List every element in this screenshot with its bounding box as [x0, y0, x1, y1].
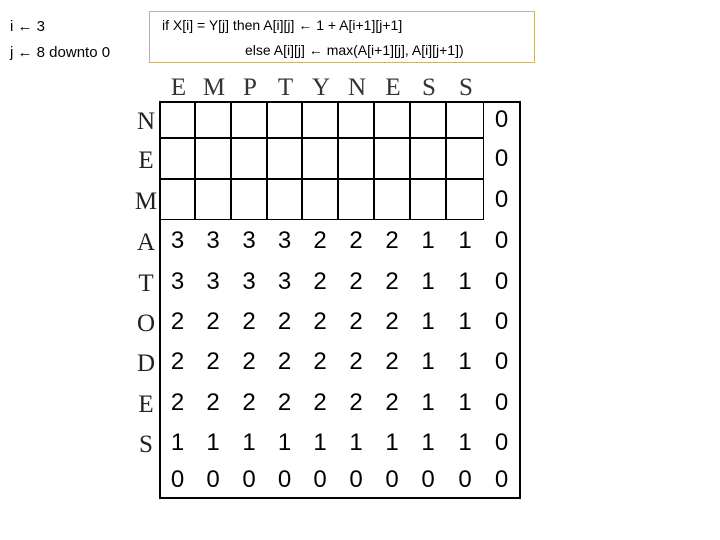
- table-cell: 2: [313, 389, 327, 416]
- table-cell: 3: [277, 227, 292, 254]
- table-cell: 1: [458, 227, 472, 254]
- column-letter: M: [202, 74, 226, 101]
- table-cell: 2: [385, 268, 399, 295]
- table-cell: [267, 138, 302, 179]
- table-cell: [302, 138, 338, 179]
- table-cell: [374, 101, 410, 138]
- table-cell: 0: [494, 429, 509, 456]
- row-letter: O: [136, 310, 156, 337]
- table-cell: [160, 101, 195, 138]
- table-cell: 0: [349, 466, 363, 493]
- column-letter: S: [422, 74, 436, 101]
- table-cell: 2: [349, 227, 363, 254]
- table-cell: 0: [385, 466, 399, 493]
- table-cell: [195, 101, 231, 138]
- table-cell: [374, 138, 410, 179]
- row-letter: S: [139, 430, 153, 458]
- table-cell: 0: [494, 186, 509, 213]
- table-cell: 0: [494, 348, 509, 375]
- table-cell: 0: [494, 308, 509, 335]
- table-cell: 2: [242, 348, 256, 375]
- row-letter: A: [136, 228, 156, 256]
- table-cell: [267, 179, 302, 220]
- table-cell: 0: [277, 466, 292, 493]
- table-cell: 0: [206, 466, 220, 493]
- recurrence-formula-box: [149, 11, 535, 63]
- table-cell: 1: [421, 308, 435, 335]
- table-cell: [338, 138, 374, 179]
- table-cell: 0: [242, 466, 256, 493]
- table-cell: 0: [494, 106, 509, 133]
- table-cell: [338, 179, 374, 220]
- table-cell: 2: [313, 227, 327, 254]
- table-cell: 2: [385, 389, 399, 416]
- table-cell: 2: [206, 308, 220, 335]
- table-cell: 1: [349, 429, 363, 456]
- table-cell: [446, 101, 484, 138]
- formula-then-line: if X[i] = Y[j] then A[i][j] ← 1 + A[i+1][j+1]: [162, 17, 403, 33]
- table-cell: 2: [313, 268, 327, 295]
- column-letter: S: [459, 74, 473, 101]
- table-cell: 0: [313, 466, 327, 493]
- column-letter: P: [243, 74, 257, 101]
- table-cell: 3: [170, 268, 185, 295]
- table-cell: 2: [313, 308, 327, 335]
- table-cell: 2: [242, 308, 256, 335]
- row-letter: N: [136, 107, 156, 135]
- j-assignment: j ← 8 downto 0: [10, 44, 111, 61]
- dp-table-grid: [159, 101, 521, 499]
- table-cell: 2: [277, 389, 292, 416]
- table-cell: 1: [421, 227, 435, 254]
- table-cell: 3: [242, 227, 256, 254]
- table-cell: 2: [170, 308, 185, 335]
- table-cell: [410, 179, 446, 220]
- table-cell: [338, 101, 374, 138]
- table-cell: 1: [458, 348, 472, 375]
- table-cell: 2: [206, 348, 220, 375]
- table-cell: 1: [385, 429, 399, 456]
- table-cell: 3: [277, 268, 292, 295]
- table-cell: 2: [277, 348, 292, 375]
- table-cell: 2: [349, 268, 363, 295]
- table-cell: [160, 179, 195, 220]
- table-cell: 3: [206, 227, 220, 254]
- table-cell: [410, 101, 446, 138]
- row-letter: T: [138, 269, 154, 297]
- table-cell: [231, 101, 267, 138]
- table-cell: 2: [242, 389, 256, 416]
- table-cell: 2: [170, 389, 185, 416]
- row-letter: E: [138, 146, 154, 174]
- column-letter: Y: [311, 74, 331, 101]
- table-cell: [446, 138, 484, 179]
- table-cell: 2: [349, 348, 363, 375]
- table-cell: 2: [385, 308, 399, 335]
- table-cell: 0: [494, 466, 509, 493]
- table-cell: 2: [349, 308, 363, 335]
- table-cell: 1: [206, 429, 220, 456]
- table-cell: [446, 179, 484, 220]
- i-assignment: i ← 3: [10, 18, 46, 35]
- table-cell: 0: [494, 145, 509, 172]
- table-cell: 1: [421, 348, 435, 375]
- table-cell: 1: [421, 268, 435, 295]
- table-cell: [374, 179, 410, 220]
- table-cell: 2: [170, 348, 185, 375]
- column-letter: E: [170, 74, 187, 101]
- loop-variables: [10, 14, 110, 66]
- table-cell: 1: [458, 308, 472, 335]
- table-cell: [195, 179, 231, 220]
- table-cell: 2: [385, 227, 399, 254]
- table-cell: 3: [242, 268, 256, 295]
- table-cell: 1: [170, 429, 185, 456]
- table-cell: [267, 101, 302, 138]
- table-cell: 1: [458, 389, 472, 416]
- formula-else-line: else A[i][j] ← max(A[i+1][j], A[i][j+1]): [245, 42, 464, 58]
- table-cell: [231, 179, 267, 220]
- column-letter: N: [347, 74, 367, 101]
- table-cell: 0: [494, 389, 509, 416]
- table-cell: 2: [206, 389, 220, 416]
- table-cell: [302, 179, 338, 220]
- table-cell: 1: [313, 429, 327, 456]
- table-cell: 0: [421, 466, 435, 493]
- table-cell: 0: [170, 466, 185, 493]
- table-cell: [195, 138, 231, 179]
- table-cell: 1: [242, 429, 256, 456]
- table-cell: [302, 101, 338, 138]
- table-cell: 2: [277, 308, 292, 335]
- row-letter: D: [136, 350, 156, 377]
- table-cell: 0: [494, 227, 509, 254]
- row-letter: M: [134, 187, 158, 215]
- table-cell: 1: [421, 389, 435, 416]
- table-cell: 1: [458, 429, 472, 456]
- column-letter: E: [385, 74, 401, 101]
- table-cell: 1: [277, 429, 292, 456]
- table-cell: 3: [170, 227, 185, 254]
- table-cell: 2: [313, 348, 327, 375]
- table-cell: [231, 138, 267, 179]
- table-cell: [410, 138, 446, 179]
- table-cell: [160, 138, 195, 179]
- table-cell: 0: [458, 466, 472, 493]
- table-cell: 1: [421, 429, 435, 456]
- row-letter: E: [138, 390, 154, 418]
- table-cell: 1: [458, 268, 472, 295]
- table-cell: 2: [349, 389, 363, 416]
- column-letter: T: [277, 74, 294, 101]
- table-cell: 3: [206, 268, 220, 295]
- table-cell: 2: [385, 348, 399, 375]
- table-cell: 0: [494, 268, 509, 295]
